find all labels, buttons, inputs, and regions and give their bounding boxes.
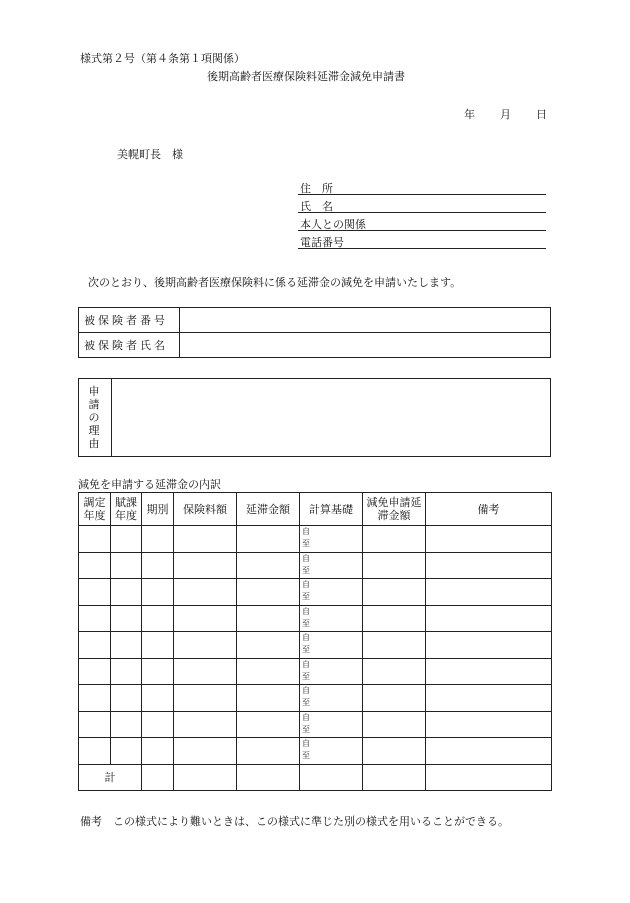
remarks-cell[interactable] — [426, 579, 552, 606]
total-remarks-cell[interactable] — [426, 764, 552, 791]
levy-year-cell[interactable] — [111, 552, 142, 579]
levy-year-cell[interactable] — [111, 605, 142, 632]
levy-year-cell[interactable] — [111, 738, 142, 765]
premium-cell[interactable] — [174, 632, 237, 659]
reason-label: 申請の理由 — [88, 385, 100, 450]
premium-cell[interactable] — [174, 658, 237, 685]
late-fee-cell[interactable] — [237, 605, 300, 632]
breakdown-row — [79, 579, 552, 606]
insured-number-field[interactable] — [180, 308, 551, 333]
insured-number-label: 被保険者番号 — [79, 308, 180, 333]
late-fee-cell[interactable] — [237, 526, 300, 553]
levy-year-cell[interactable] — [111, 685, 142, 712]
reduction-cell[interactable] — [363, 658, 426, 685]
total-calc-basis-cell[interactable] — [300, 764, 363, 791]
applicant-address-field[interactable] — [298, 180, 546, 195]
levy-year-cell[interactable] — [111, 526, 142, 553]
total-reduction-cell[interactable] — [363, 764, 426, 791]
calc-to-label: 至 — [302, 618, 310, 628]
calc-to-label: 至 — [302, 751, 310, 760]
header-late-fee: 延滞金額 — [237, 493, 300, 526]
late-fee-cell[interactable] — [237, 632, 300, 659]
header-adjust-year: 調定年度 — [79, 493, 111, 526]
calc-to-label: 至 — [302, 671, 310, 681]
premium-cell[interactable] — [174, 605, 237, 632]
applicant-address-label: 住 所 — [300, 182, 333, 195]
remarks-cell[interactable] — [426, 738, 552, 765]
total-late-fee-cell[interactable] — [237, 764, 300, 791]
header-calc-basis: 計算基礎 — [300, 493, 363, 526]
calc-from-label: 自 — [302, 712, 310, 722]
reason-label-cell — [79, 379, 112, 456]
period-cell[interactable] — [142, 579, 174, 606]
late-fee-cell[interactable] — [237, 738, 300, 765]
levy-year-cell[interactable] — [111, 579, 142, 606]
calc-to-label: 至 — [302, 539, 310, 548]
adjust-year-cell[interactable] — [79, 685, 111, 712]
applicant-phone-label: 電話番号 — [300, 236, 344, 249]
reason-box — [78, 378, 551, 457]
period-cell[interactable] — [142, 658, 174, 685]
reduction-cell[interactable] — [363, 605, 426, 632]
breakdown-row — [79, 526, 552, 553]
reduction-cell[interactable] — [363, 632, 426, 659]
header-premium: 保険料額 — [174, 493, 237, 526]
calc-basis-cell[interactable] — [300, 605, 363, 632]
reason-field[interactable] — [112, 379, 550, 456]
calc-basis-cell[interactable] — [300, 658, 363, 685]
calc-basis-cell[interactable] — [300, 632, 363, 659]
period-cell[interactable] — [142, 552, 174, 579]
late-fee-cell[interactable] — [237, 552, 300, 579]
calc-from-label: 自 — [302, 606, 310, 616]
premium-cell[interactable] — [174, 685, 237, 712]
reduction-cell[interactable] — [363, 711, 426, 738]
applicant-relationship-field[interactable] — [298, 216, 546, 231]
calc-to-label: 至 — [302, 645, 310, 654]
premium-cell[interactable] — [174, 738, 237, 765]
insured-number-row — [79, 308, 551, 333]
breakdown-row — [79, 685, 552, 712]
footer-note: 備考 この様式により難いときは、この様式に準じた別の様式を用いることができる。 — [80, 815, 509, 828]
header-reduction: 減免申請延滞金額 — [363, 493, 426, 526]
adjust-year-cell[interactable] — [79, 526, 111, 553]
calc-basis-cell[interactable] — [300, 685, 363, 712]
applicant-relationship-label: 本人との関係 — [300, 218, 366, 231]
reduction-cell[interactable] — [363, 738, 426, 765]
total-premium-cell[interactable] — [174, 764, 237, 791]
date-day-label: 日 — [536, 108, 547, 121]
adjust-year-cell[interactable] — [79, 579, 111, 606]
calc-from-label: 自 — [302, 580, 310, 589]
calc-from-label: 自 — [302, 659, 310, 669]
late-fee-cell[interactable] — [237, 711, 300, 738]
premium-cell[interactable] — [174, 526, 237, 553]
premium-cell[interactable] — [174, 552, 237, 579]
levy-year-cell[interactable] — [111, 711, 142, 738]
insured-name-row — [79, 333, 551, 358]
levy-year-cell[interactable] — [111, 658, 142, 685]
applicant-name-label: 氏 名 — [300, 200, 333, 213]
reduction-cell[interactable] — [363, 579, 426, 606]
reduction-cell[interactable] — [363, 526, 426, 553]
remarks-cell[interactable] — [426, 605, 552, 632]
calc-basis-cell[interactable] — [300, 711, 363, 738]
breakdown-body — [79, 526, 552, 765]
reduction-cell[interactable] — [363, 685, 426, 712]
breakdown-row — [79, 711, 552, 738]
breakdown-caption: 減免を申請する延滞金の内訳 — [78, 478, 221, 491]
breakdown-row — [79, 632, 552, 659]
applicant-phone-field[interactable] — [298, 234, 546, 249]
insured-name-label: 被保険者氏名 — [79, 333, 180, 358]
calc-basis-cell[interactable] — [300, 579, 363, 606]
levy-year-cell[interactable] — [111, 632, 142, 659]
total-label: 計 — [79, 764, 142, 791]
calc-basis-cell[interactable] — [300, 552, 363, 579]
period-cell[interactable] — [142, 632, 174, 659]
adjust-year-cell[interactable] — [79, 552, 111, 579]
header-levy-year: 賦課年度 — [111, 493, 142, 526]
calc-to-label: 至 — [302, 592, 310, 601]
breakdown-header-row — [79, 493, 552, 526]
period-cell[interactable] — [142, 711, 174, 738]
header-remarks: 備考 — [426, 493, 552, 526]
calc-from-label: 自 — [302, 553, 310, 563]
period-cell[interactable] — [142, 685, 174, 712]
header-period: 期別 — [142, 493, 174, 526]
adjust-year-cell[interactable] — [79, 632, 111, 659]
adjust-year-cell[interactable] — [79, 711, 111, 738]
form-title: 後期高齢者医療保険料延滞金減免申請書 — [207, 70, 405, 83]
breakdown-row — [79, 738, 552, 765]
remarks-cell[interactable] — [426, 685, 552, 712]
calc-from-label: 自 — [302, 739, 310, 748]
period-cell[interactable] — [142, 526, 174, 553]
form-number: 様式第２号（第４条第１項関係） — [80, 52, 245, 65]
calc-to-label: 至 — [302, 565, 310, 575]
remarks-cell[interactable] — [426, 552, 552, 579]
reduction-cell[interactable] — [363, 552, 426, 579]
breakdown-total-row — [79, 764, 552, 791]
late-fee-cell[interactable] — [237, 658, 300, 685]
insured-info-table — [78, 307, 551, 358]
remarks-cell[interactable] — [426, 632, 552, 659]
calc-to-label: 至 — [302, 724, 310, 734]
breakdown-row — [79, 552, 552, 579]
calc-from-label: 自 — [302, 633, 310, 642]
remarks-cell[interactable] — [426, 711, 552, 738]
total-period-cell[interactable] — [142, 764, 174, 791]
breakdown-row — [79, 605, 552, 632]
breakdown-table — [78, 492, 552, 791]
date-year-label: 年 — [464, 108, 475, 121]
calc-from-label: 自 — [302, 686, 310, 695]
premium-cell[interactable] — [174, 711, 237, 738]
calc-basis-cell[interactable] — [300, 526, 363, 553]
applicant-name-field[interactable] — [298, 198, 546, 213]
period-cell[interactable] — [142, 738, 174, 765]
late-fee-cell[interactable] — [237, 579, 300, 606]
calc-to-label: 至 — [302, 698, 310, 707]
remarks-cell[interactable] — [426, 658, 552, 685]
calc-basis-cell[interactable] — [300, 738, 363, 765]
breakdown-row — [79, 658, 552, 685]
addressee: 美幌町長 様 — [117, 148, 183, 161]
late-fee-cell[interactable] — [237, 685, 300, 712]
intro-text: 次のとおり、後期高齢者医療保険料に係る延滞金の減免を申請いたします。 — [88, 276, 462, 289]
period-cell[interactable] — [142, 605, 174, 632]
adjust-year-cell[interactable] — [79, 738, 111, 765]
adjust-year-cell[interactable] — [79, 658, 111, 685]
remarks-cell[interactable] — [426, 526, 552, 553]
adjust-year-cell[interactable] — [79, 605, 111, 632]
date-month-label: 月 — [500, 108, 511, 121]
premium-cell[interactable] — [174, 579, 237, 606]
insured-name-field[interactable] — [180, 333, 551, 358]
calc-from-label: 自 — [302, 527, 310, 536]
